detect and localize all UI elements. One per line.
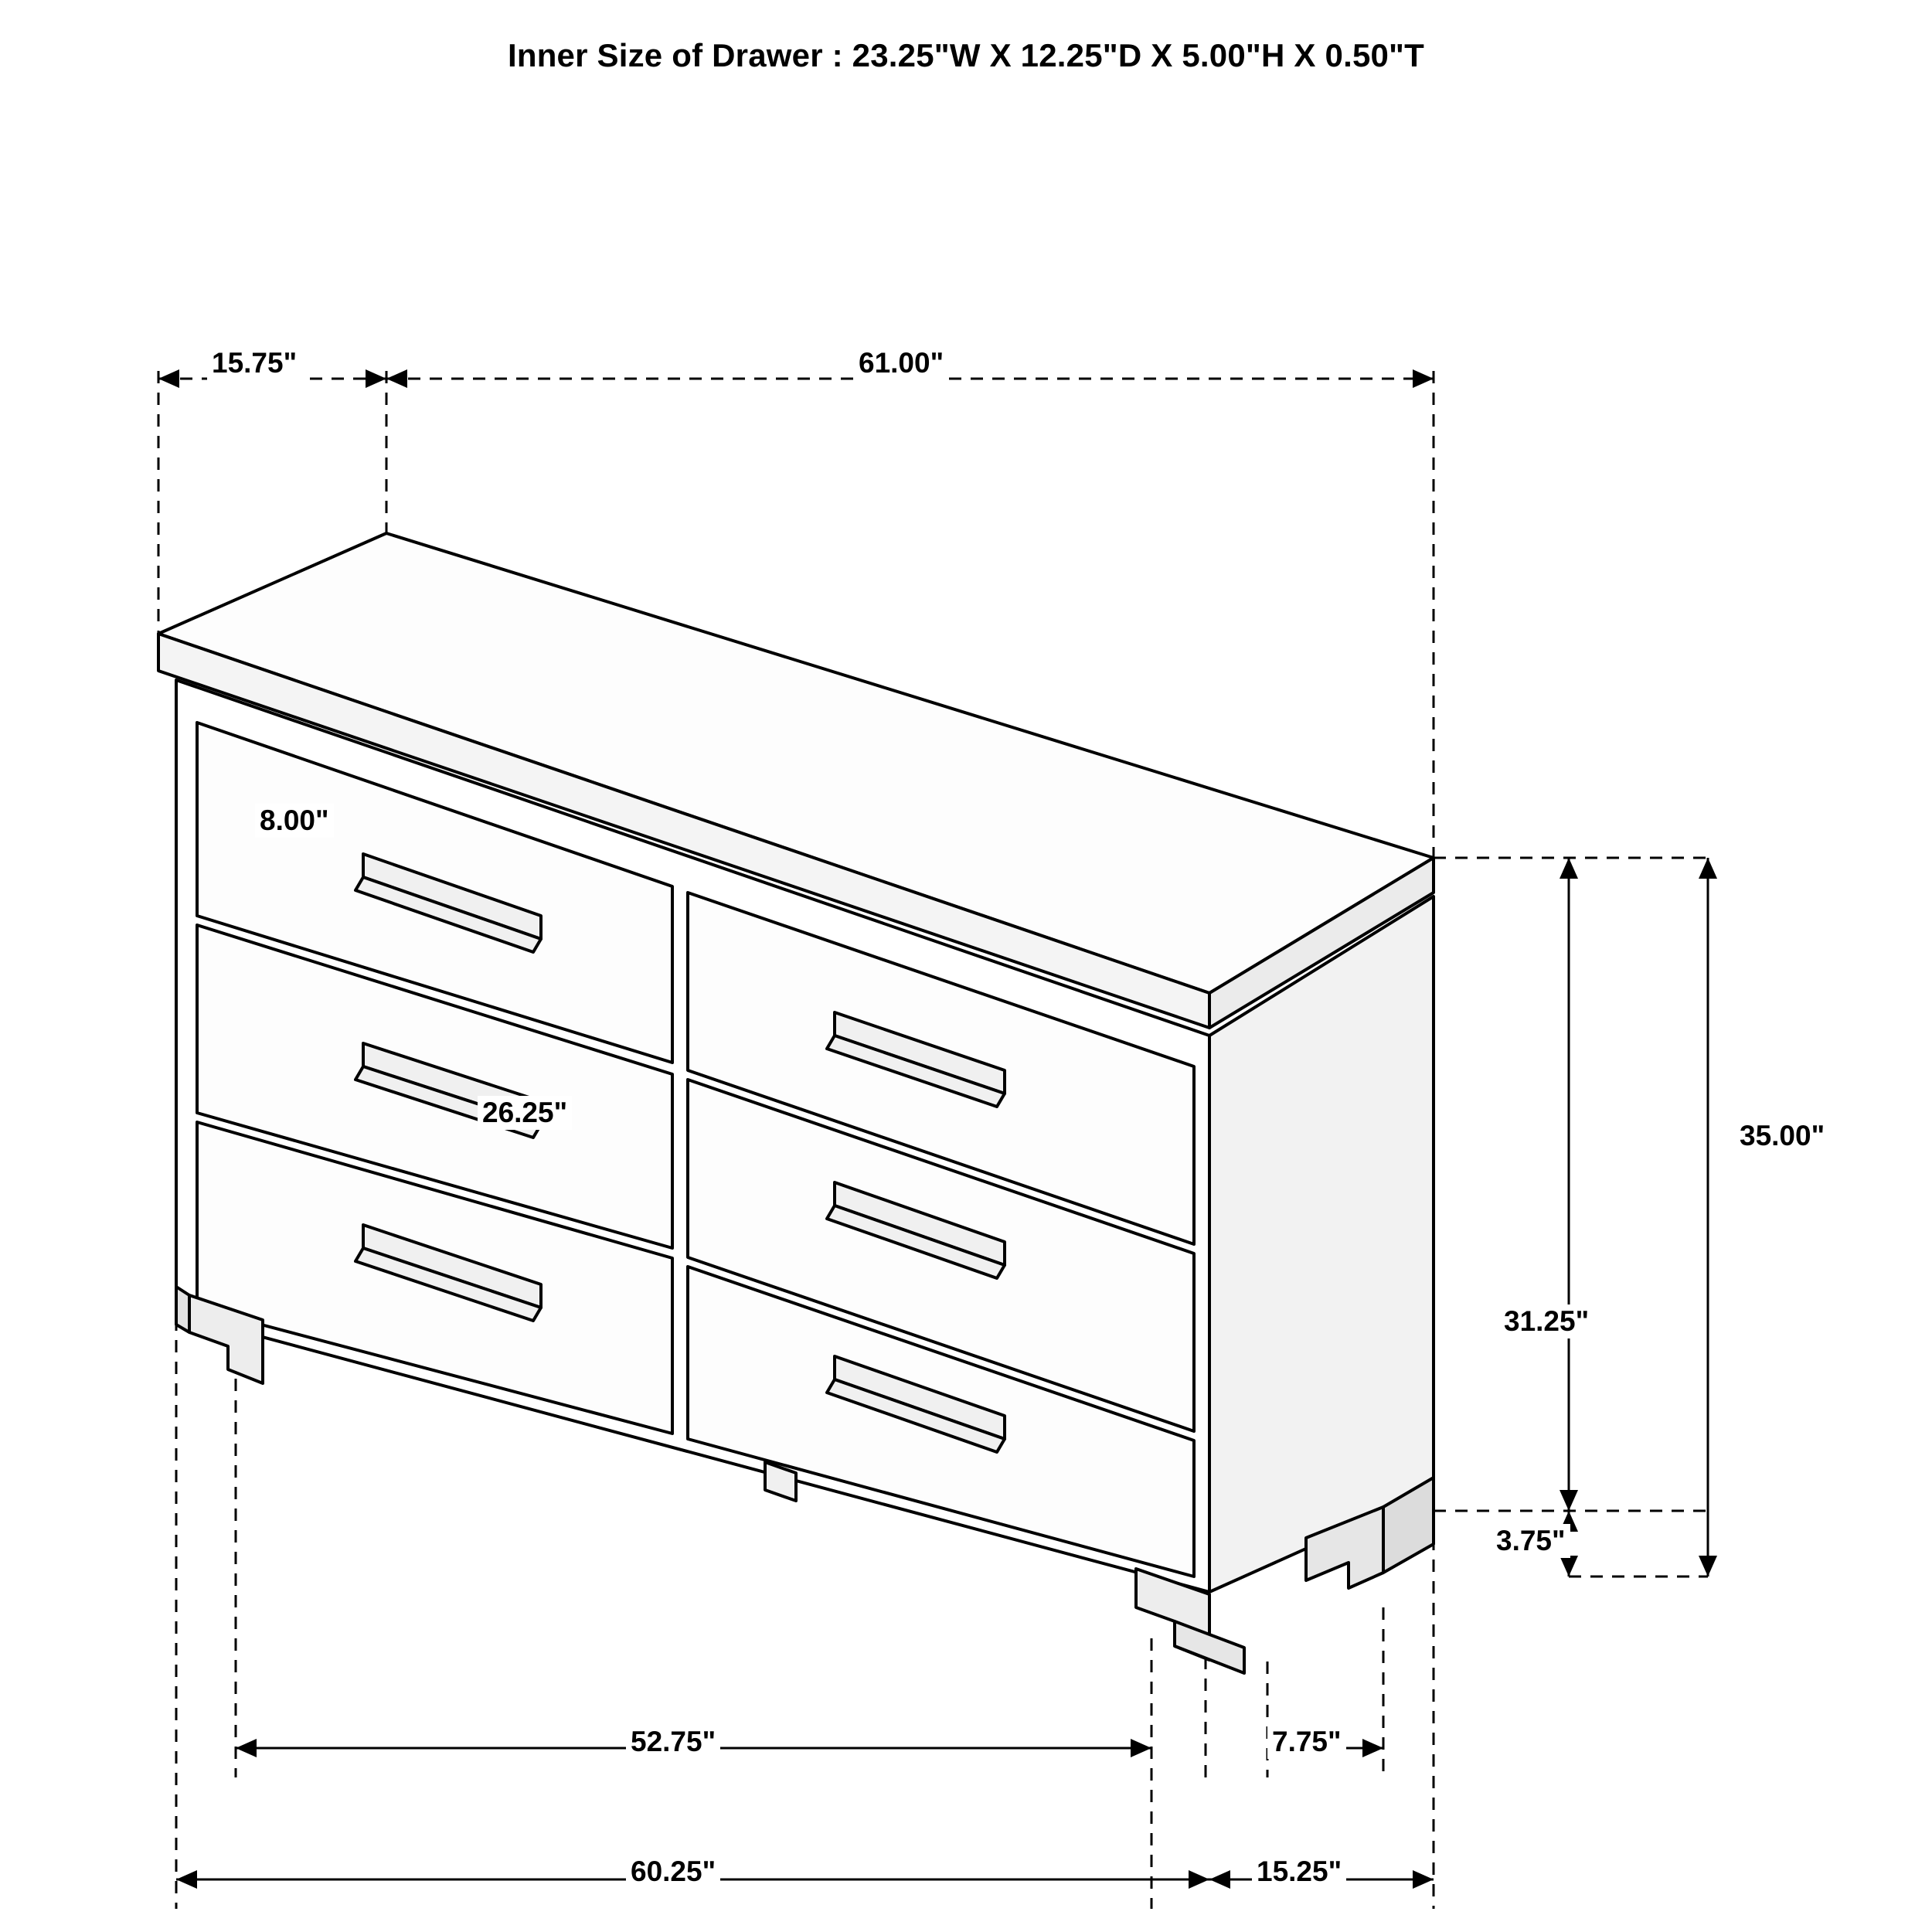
dimension-label-drawer-width: 26.25" bbox=[478, 1096, 572, 1130]
dresser-illustration bbox=[158, 533, 1434, 1673]
dimension-label-side-depth: 7.75" bbox=[1267, 1725, 1346, 1759]
dimension-label-leg-height: 3.75" bbox=[1492, 1524, 1570, 1558]
dimension-label-cabinet-height: 31.25" bbox=[1499, 1304, 1594, 1338]
dimension-label-depth-top: 15.75" bbox=[207, 346, 301, 380]
page-title: Inner Size of Drawer : 23.25"W X 12.25"D X 5.00"H X 0.50"T bbox=[507, 37, 1425, 73]
dimension-label-overall-width: 60.25" bbox=[626, 1855, 720, 1889]
dimension-label-front-width: 52.75" bbox=[626, 1725, 720, 1759]
dimension-label-overall-depth: 15.25" bbox=[1252, 1855, 1346, 1889]
dimension-label-total-height: 35.00" bbox=[1735, 1119, 1829, 1153]
dimension-label-width-top: 61.00" bbox=[854, 346, 948, 380]
dimension-label-drawer-height: 8.00" bbox=[255, 804, 334, 838]
